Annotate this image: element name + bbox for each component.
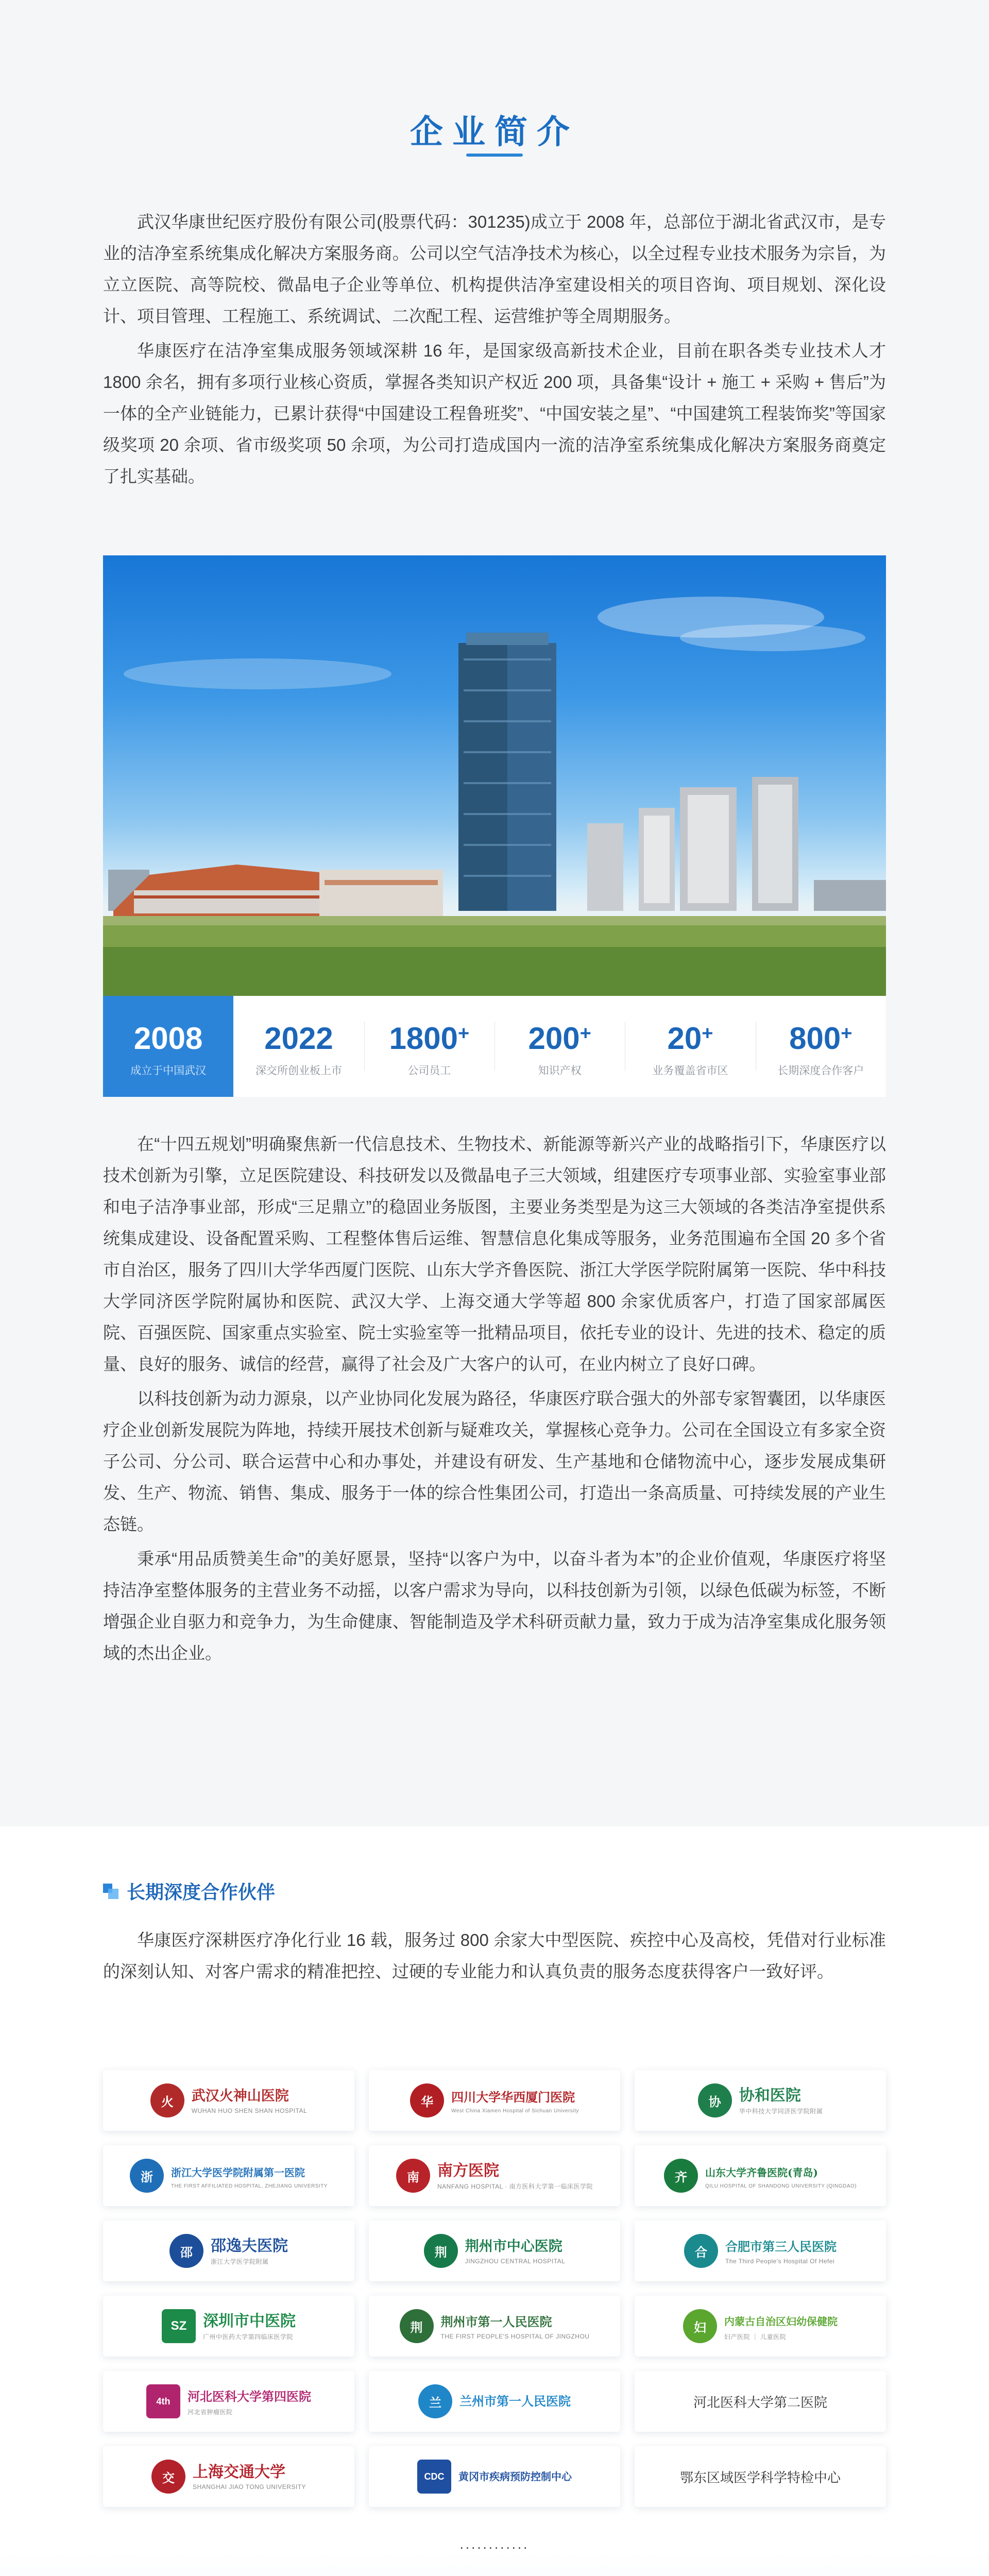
partner-emblem-icon: 邵 — [169, 2234, 203, 2268]
partner-name-wrap — [187, 2387, 311, 2416]
partner-subtitle: 妇产医院 ｜ 儿童医院 — [724, 2333, 787, 2341]
partner-emblem-icon: 南 — [396, 2159, 430, 2193]
partner-name-wrap — [465, 2237, 566, 2265]
partner-emblem-icon: 荆 — [424, 2234, 458, 2268]
partner-subtitle: THE FIRST AFFILIATED HOSPITAL, ZHEJIANG UNIVERSITY — [171, 2183, 328, 2189]
intro-paragraph: 华康医疗在洁净室集成服务领域深耕 16 年，是国家级高新技术企业，目前在职各类专业技术人才 1800 余名，拥有多项行业核心资质，掌握各类知识产权近 200 项，具备集“设计 + 施工 + 采购 + 售后”为一体的全产业链能力，已累计获得“中国建设工程鲁班奖”、“中国安装之星”、“中国建筑工程装饰奖”等国家级奖项 20 余项、省市级奖项 50 余项，为公司打造成国内一流的洁净室系统集成化解决方案服务商奠定了扎实基础。 — [103, 341, 886, 486]
partners-heading — [103, 1878, 275, 1904]
stat-patents — [494, 996, 625, 1097]
partner-logo-card — [369, 2221, 620, 2281]
partner-name-wrap — [739, 2086, 823, 2115]
partner-name-wrap — [171, 2163, 328, 2189]
partner-emblem-icon: 妇 — [683, 2309, 717, 2343]
partner-subtitle: West China Xiamen Hospital of Sichuan University — [451, 2108, 579, 2114]
partner-emblem-icon: 协 — [698, 2083, 732, 2117]
partner-name: 荆州市中心医院 — [465, 2239, 562, 2255]
partner-subtitle: NANFANG HOSPITAL · 南方医科大学第一临床医学院 — [437, 2182, 593, 2190]
stat-employees — [364, 996, 494, 1097]
stat-regions — [625, 996, 755, 1097]
stat-suffix: + — [702, 1023, 713, 1044]
partner-name-wrap — [192, 2087, 307, 2114]
partner-logo-card — [103, 2446, 354, 2507]
stat-clients — [756, 996, 886, 1097]
partner-name: 山东大学齐鲁医院(青岛) — [705, 2166, 818, 2179]
stat-number: 20 — [667, 1021, 702, 1056]
partner-name-wrap — [211, 2236, 288, 2266]
partner-name: 四川大学华西厦门医院 — [451, 2089, 575, 2105]
partner-subtitle: QILU HOSPITAL OF SHANDONG UNIVERSITY (QINGDAO) — [705, 2183, 857, 2189]
partner-name: 南方医院 — [437, 2161, 499, 2180]
partner-name: 黄冈市疾病预防控制中心 — [458, 2470, 572, 2483]
partner-logo-card — [635, 2070, 886, 2131]
intro-title: 企业简介 — [410, 113, 579, 150]
partners-description: 华康医疗深耕医疗净化行业 16 载，服务过 800 余家大中型医院、疾控中心及高校，凭借对行业标准的深刻认知、对客户需求的精准把控、过硬的专业能力和认真负责的服务态度获得客户一致好评。 — [103, 1930, 886, 1981]
partners-section — [0, 1826, 989, 2576]
partner-subtitle: SHANGHAI JIAO TONG UNIVERSITY — [192, 2483, 306, 2490]
city-skyline-illustration — [0, 2553, 989, 2576]
stat-listed — [233, 996, 364, 1097]
partner-subtitle: THE FIRST PEOPLE'S HOSPITAL OF JINGZHOU — [440, 2333, 590, 2340]
stat-number: 2008 — [133, 1021, 203, 1056]
stat-founded — [103, 996, 233, 1097]
partner-name: 鄂东区域医学科学特检中心 — [679, 2470, 841, 2486]
partner-emblem-icon: 兰 — [418, 2384, 452, 2418]
partner-logo-card — [635, 2145, 886, 2206]
partner-emblem-icon: 华 — [410, 2083, 444, 2117]
headquarters-illustration — [103, 555, 886, 996]
partner-emblem-icon: 交 — [151, 2460, 185, 2494]
stat-number: 2022 — [264, 1021, 333, 1056]
partner-name-wrap — [193, 2463, 306, 2490]
intro-text-block-b — [103, 1128, 886, 1672]
partners-heading-text: 长期深度合作伙伴 — [127, 1882, 276, 1903]
partner-logo-card — [635, 2446, 886, 2507]
partner-name: 邵逸夫医院 — [211, 2236, 288, 2255]
stat-label: 业务覆盖省市区 — [652, 1065, 728, 1077]
stat-label: 长期深度合作客户 — [777, 1065, 864, 1077]
partner-name-wrap — [705, 2163, 857, 2189]
partner-logo-grid — [103, 2070, 886, 2507]
partner-name: 兰州市第一人民医院 — [459, 2394, 571, 2409]
partner-subtitle: WUHAN HUO SHEN SHAN HOSPITAL — [191, 2107, 308, 2114]
partner-subtitle: 广州中医药大学第四临床医学院 — [203, 2333, 294, 2341]
partner-emblem-icon: 浙 — [130, 2159, 164, 2193]
partner-logo-card — [369, 2371, 620, 2432]
partner-name: 合肥市第三人民医院 — [725, 2239, 837, 2254]
stat-suffix: + — [579, 1023, 591, 1044]
partner-subtitle: 华中科技大学同济医学院附属 — [739, 2107, 823, 2115]
partner-name: 荆州市第一人民医院 — [440, 2314, 552, 2329]
partner-logo-card — [369, 2446, 620, 2507]
partner-emblem-icon: 齐 — [664, 2159, 698, 2193]
partner-logo-card — [103, 2070, 354, 2131]
heading-square-icon — [103, 1884, 118, 1899]
headquarters-photo — [103, 555, 886, 996]
partner-logo-card — [103, 2221, 354, 2281]
partner-emblem-icon: 荆 — [400, 2309, 434, 2343]
partner-logo-card — [635, 2296, 886, 2357]
partner-logo-card — [369, 2296, 620, 2357]
partner-subtitle: 河北省肿瘤医院 — [187, 2408, 233, 2416]
partner-name-wrap — [203, 2312, 296, 2341]
partner-name: 河北医科大学第四医院 — [187, 2388, 311, 2404]
partner-name: 协和医院 — [739, 2086, 801, 2105]
title-underline — [466, 154, 523, 157]
partner-name-wrap — [458, 2467, 572, 2486]
intro-paragraph: 以科技创新为动力源泉，以产业协同化发展为路径，华康医疗联合强大的外部专家智囊团，以华康医疗企业创新发展院为阵地，持续开展技术创新与疑难攻关，掌握核心竞争力。公司在全国设立有多家全资子公司、分公司、联合运营中心和办事处，并建设有研发、生产基地和仓储物流中心，逐步发展成集研发、生产、物流、销售、集成、服务于一体的综合性集团公司，打造出一条高质量、可持续发展的产业生态链。 — [103, 1389, 886, 1534]
intro-paragraph: 秉承“用品质赞美生命”的美好愿景，坚持“以客户为中，以奋斗者为本”的企业价值观，华康医疗将坚持洁净室整体服务的主营业务不动摇，以客户需求为导向，以科技创新为引领，以绿色低碳为标签，不断增强企业自驱力和竞争力，为生命健康、智能制造及学术科研贡献力量，致力于成为洁净室集成化服务领域的杰出企业。 — [103, 1549, 886, 1663]
partner-logo-card — [635, 2221, 886, 2281]
partner-logo-card — [369, 2145, 620, 2206]
partner-name: 浙江大学医学院附属第一医院 — [171, 2166, 305, 2179]
stats-bar — [103, 996, 886, 1097]
intro-paragraph: 在“十四五规划”明确聚焦新一代信息技术、生物技术、新能源等新兴产业的战略指引下，华康医疗以技术创新为引擎，立足医院建设、科技研发以及微晶电子三大领域，组建医疗专项事业部、实验室事业部和电子洁净事业部，形成“三足鼎立”的稳固业务版图，主要业务类型是为这三大领域的各类洁净室提供系统集成建设、设备配置采购、工程整体售后运维、智慧信息化集成等服务，业务范围遍布全国 20 多个省市自治区，服务了四川大学华西厦门医院、山东大学齐鲁医院、浙江大学医学院附属第一医院、华中科技大学同济医学院附属协和医院、武汉大学、上海交通大学等超 800 余家优质客户，打造了国家部属医院、百强医院、国家重点实验室、院士实验室等一批精品项目，依托专业的设计、先进的技术、稳定的质量、良好的服务、诚信的经营，赢得了社会及广大客户的认可，在业内树立了良好口碑。 — [103, 1134, 886, 1374]
stat-label: 成立于中国武汉 — [130, 1065, 207, 1077]
partner-name-wrap — [725, 2237, 837, 2265]
partner-logo-card — [103, 2145, 354, 2206]
partner-subtitle: JINGZHOU CENTRAL HOSPITAL — [465, 2258, 566, 2265]
partner-logo-card — [635, 2371, 886, 2432]
partner-name-wrap — [724, 2312, 838, 2341]
stat-label: 公司员工 — [407, 1065, 451, 1077]
stat-number: 800 — [789, 1021, 841, 1056]
stat-suffix: + — [457, 1023, 470, 1044]
partner-name-wrap — [441, 2312, 590, 2340]
partner-name-wrap — [451, 2088, 579, 2114]
stat-label: 知识产权 — [538, 1065, 582, 1077]
partner-emblem-icon: 合 — [684, 2234, 718, 2268]
partner-name: 河北医科大学第二医院 — [693, 2395, 827, 2411]
partner-emblem-icon: CDC — [417, 2460, 451, 2494]
partner-logo-card — [103, 2371, 354, 2432]
stat-number: 1800 — [389, 1021, 458, 1056]
stat-label: 深交所创业板上市 — [255, 1065, 342, 1077]
partner-subtitle: The Third People's Hospital Of Hefei — [725, 2258, 835, 2265]
stat-number: 200 — [528, 1021, 580, 1056]
partner-logo-card — [103, 2296, 354, 2357]
partner-emblem-icon: 4th — [146, 2384, 180, 2418]
partner-name: 深圳市中医院 — [203, 2312, 296, 2330]
more-partners-ellipsis: ............ — [459, 2536, 530, 2552]
partner-name-wrap — [459, 2392, 571, 2411]
intro-text-block-a — [103, 206, 886, 495]
partner-emblem-icon: 火 — [150, 2083, 184, 2117]
intro-paragraph: 武汉华康世纪医疗股份有限公司(股票代码：301235)成立于 2008 年，总部位于湖北省武汉市，是专业的洁净室系统集成化解决方案服务商。公司以空气洁净技术为核心，以全过程专业技术服务为宗旨，为立立医院、高等院校、微晶电子企业等单位、机构提供洁净室建设相关的项目咨询、项目规划、深化设计、项目管理、工程施工、系统调试、二次配工程、运营维护等全周期服务。 — [103, 212, 886, 326]
partner-emblem-icon: SZ — [162, 2309, 196, 2343]
partner-name: 内蒙古自治区妇幼保健院 — [724, 2315, 838, 2328]
partner-logo-card — [369, 2070, 620, 2131]
city-skyline-photo — [0, 2553, 989, 2576]
partner-name-wrap — [437, 2161, 593, 2191]
partner-name: 武汉火神山医院 — [191, 2088, 289, 2104]
partner-subtitle: 浙江大学医学院附属 — [211, 2258, 269, 2265]
partner-name: 上海交通大学 — [192, 2463, 285, 2481]
stat-suffix: + — [841, 1023, 852, 1044]
